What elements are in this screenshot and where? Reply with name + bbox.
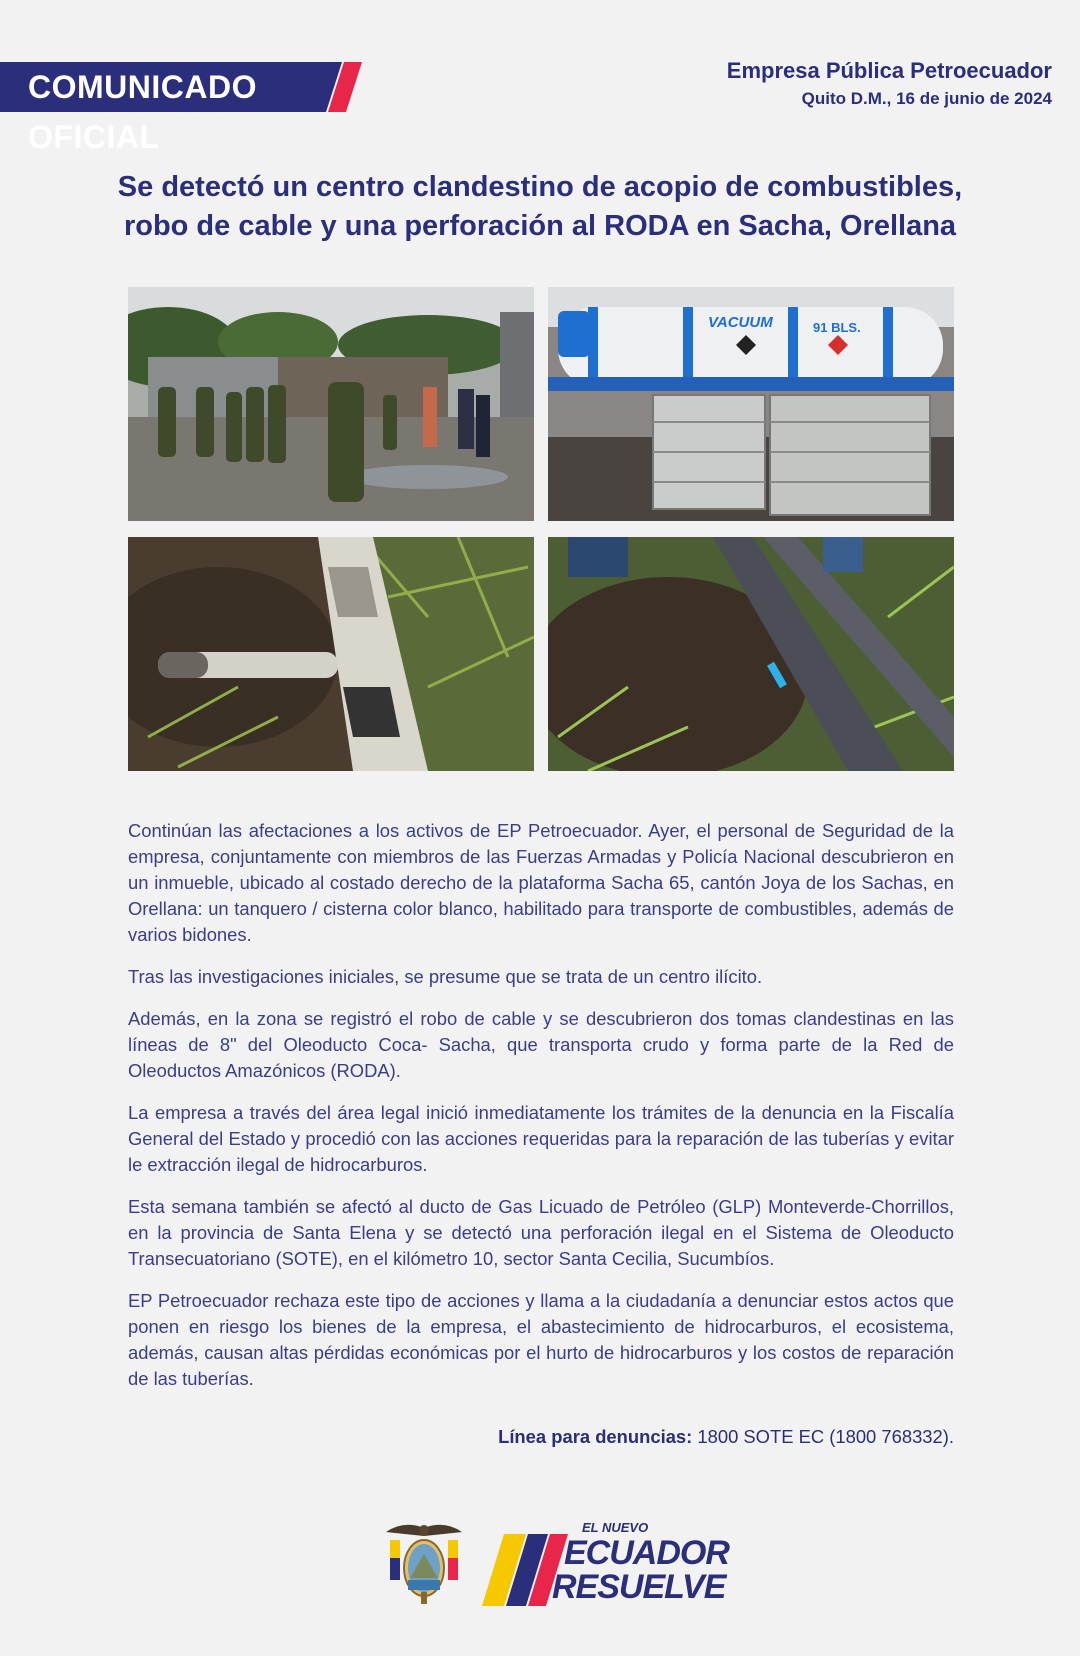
badge-label: COMUNICADO OFICIAL <box>28 69 257 155</box>
brand-line-2: RESUELVE <box>552 1568 726 1606</box>
el-nuevo-ecuador-resuelve-logo <box>482 1518 729 1608</box>
photo-pipeline-tap <box>548 537 954 771</box>
hotline-label: Línea para denuncias: <box>498 1426 693 1447</box>
place-date: Quito D.M., 16 de junio de 2024 <box>801 89 1052 108</box>
photo-vacuum-tank <box>548 287 954 521</box>
photo-pipe-excavation <box>128 537 534 771</box>
headline: Se detectó un centro clandestino de acopio de combustibles, robo de cable y una perforación al RODA en Sacha, Orellana <box>117 171 963 242</box>
tank-label-capacity: 91 BLS. <box>813 320 861 335</box>
photo-soldiers-site <box>128 287 534 521</box>
paragraph: La empresa a través del área legal inició inmediatamente los trámites de la denuncia en la Fiscalía General del Estado y procedió con las acciones requeridas para la reparación de las tuberías y evitar le extracción ilegal de hidrocarburos. <box>128 1102 954 1175</box>
organization-name: Empresa Pública Petroecuador <box>726 58 1052 83</box>
ecuador-coat-of-arms-icon <box>384 1518 464 1613</box>
hotline-number: 1800 SOTE EC (1800 768332). <box>692 1426 954 1447</box>
paragraph: EP Petroecuador rechaza este tipo de acciones y llama a la ciudadanía a denunciar estos actos que ponen en riesgo los bienes de la empresa, el abastecimiento de hidrocarburos, el ecosistema, además, causan altas pérdidas económicas por el hurto de hidrocarburos y los costos de reparación de las tuberías. <box>128 1290 954 1389</box>
paragraph: Además, en la zona se registró el robo de cable y se descubrieron dos tomas clandestinas en las líneas de 8" del Oleoducto Coca- Sacha, que transporta crudo y forma parte de la Red de Oleoductos Amazónicos (RODA). <box>128 1008 954 1081</box>
organization-block <box>727 56 1052 112</box>
paragraph: Tras las investigaciones iniciales, se presume que se trata de un centro ilícito. <box>128 966 763 987</box>
press-release-body <box>128 818 954 1408</box>
official-communique-badge <box>0 62 362 155</box>
hotline <box>498 1424 954 1450</box>
brand-line-1: ECUADOR <box>564 1534 729 1572</box>
paragraph: Continúan las afectaciones a los activos de EP Petroecuador. Ayer, el personal de Seguridad de la empresa, conjuntamente con miembros de las Fuerzas Armadas y Policía Nacional descubrieron en un inmueble, ubicado al costado derecho de la plataforma Sacha 65, cantón Joya de los Sachas, en Orellana: un tanquero / cisterna color blanco, habilitado para transporte de combustibles, además de varios bidones. <box>128 820 954 945</box>
tank-label-vacuum: VACUUM <box>708 314 773 331</box>
paragraph: Esta semana también se afectó al ducto de Gas Licuado de Petróleo (GLP) Monteverde-Chorrillos, en la provincia de Santa Elena y se detectó una perforación ilegal en el Sistema de Oleoducto Transecuatoriano (SOTE), en el kilómetro 10, sector Santa Cecilia, Sucumbíos. <box>128 1196 954 1269</box>
brand-small: EL NUEVO <box>582 1520 649 1535</box>
